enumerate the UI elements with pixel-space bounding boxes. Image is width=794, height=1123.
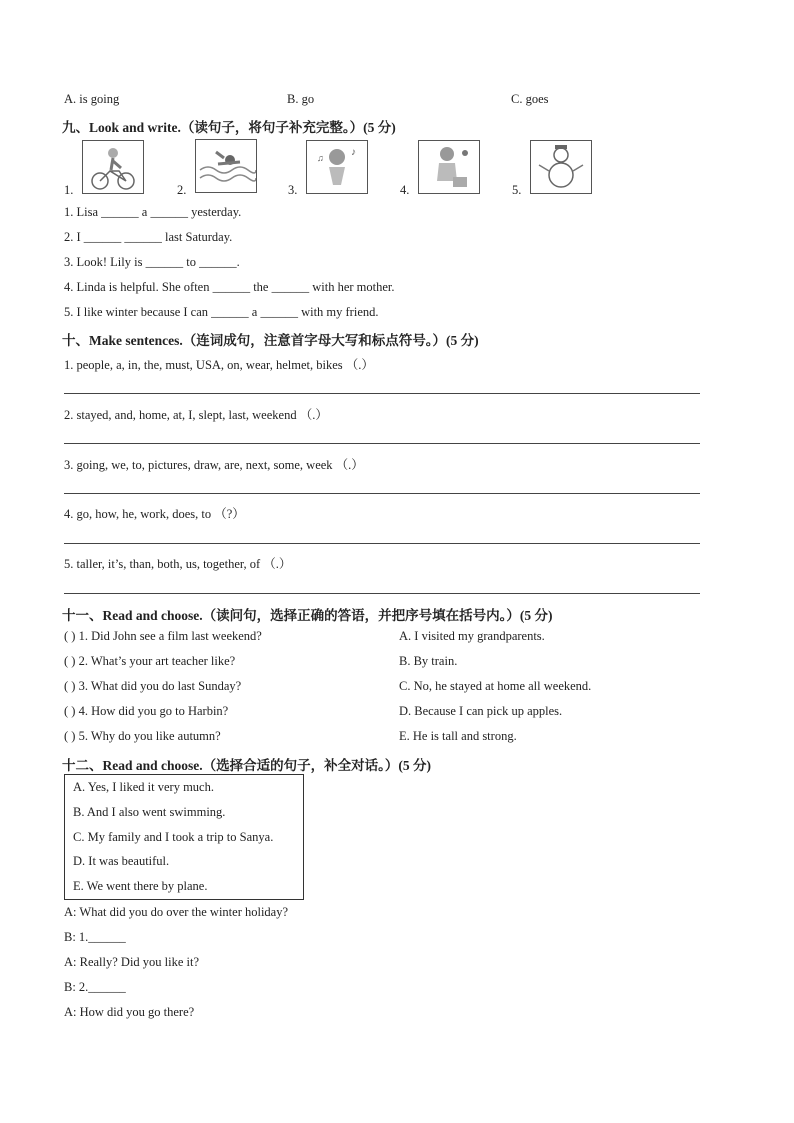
dialogue-line-1: A: What did you do over the winter holiday? — [64, 905, 289, 919]
svg-text:♪: ♪ — [351, 147, 356, 158]
section-9-heading: 九、Look and write.（读句子，将句子补充完整。）(5 分) — [62, 120, 396, 135]
s11-answer-d: D. Because I can pick up apples. — [399, 704, 563, 718]
s11-answer-c: C. No, he stayed at home all weekend. — [399, 679, 592, 693]
s10-item-1: 1. people, a, in, the, must, USA, on, wear, helmet, bikes （.） — [64, 358, 374, 372]
box-option-e: E. We went there by plane. — [73, 879, 208, 893]
pic-number-1: 1. — [64, 183, 74, 197]
dialogue-line-2: B: 1.______ — [64, 930, 126, 944]
box-option-a: A. Yes, I liked it very much. — [73, 780, 214, 794]
section-10-heading: 十、Make sentences.（连词成句，注意首字母大写和标点符号。）(5 分) — [62, 333, 479, 348]
pic-number-5: 5. — [512, 183, 522, 197]
s9-sentence-4: 4. Linda is helpful. She often ______ the ______ with her mother. — [64, 280, 395, 294]
s9-sentence-2: 2. I ______ ______ last Saturday. — [64, 230, 233, 244]
dialogue-line-3: A: Really? Did you like it? — [64, 955, 200, 969]
s11-answer-a: A. I visited my grandparents. — [399, 629, 545, 643]
s11-question-2[interactable]: ( ) 2. What’s your art teacher like? — [64, 654, 236, 668]
girl-riding-bike-icon — [82, 140, 144, 194]
section-11-heading: 十一、Read and choose.（读问句，选择正确的答语，并把序号填在括号内。）(5 分) — [62, 608, 553, 623]
girl-picking-apples-icon — [418, 140, 480, 194]
answer-line-1[interactable] — [64, 393, 700, 394]
option-a: A. is going — [64, 92, 120, 106]
box-option-d: D. It was beautiful. — [73, 854, 170, 868]
options-box — [64, 774, 304, 900]
s11-question-4[interactable]: ( ) 4. How did you go to Harbin? — [64, 704, 229, 718]
s9-sentence-5: 5. I like winter because I can ______ a ______ with my friend. — [64, 305, 379, 319]
s11-question-3[interactable]: ( ) 3. What did you do last Sunday? — [64, 679, 242, 693]
box-option-b: B. And I also went swimming. — [73, 805, 226, 819]
option-b: B. go — [287, 92, 315, 106]
answer-line-3[interactable] — [64, 493, 700, 494]
swimmer-icon — [195, 139, 257, 193]
s11-answer-b: B. By train. — [399, 654, 458, 668]
answer-line-5[interactable] — [64, 593, 700, 594]
girl-singing-icon — [306, 140, 368, 194]
s10-item-4: 4. go, how, he, work, does, to （?） — [64, 507, 245, 521]
dialogue-line-5: A: How did you go there? — [64, 1005, 195, 1019]
s11-question-1[interactable]: ( ) 1. Did John see a film last weekend? — [64, 629, 262, 643]
pic-number-4: 4. — [400, 183, 410, 197]
s10-item-5: 5. taller, it’s, than, both, us, together, of （.） — [64, 557, 292, 571]
option-c: C. goes — [511, 92, 549, 106]
s10-item-3: 3. going, we, to, pictures, draw, are, next, some, week （.） — [64, 458, 364, 472]
section-12-heading: 十二、Read and choose.（选择合适的句子，补全对话。）(5 分) — [62, 758, 432, 773]
snowman-icon — [530, 140, 592, 194]
s10-item-2: 2. stayed, and, home, at, I, slept, last, weekend （.） — [64, 408, 328, 422]
s11-question-5[interactable]: ( ) 5. Why do you like autumn? — [64, 729, 221, 743]
box-option-c: C. My family and I took a trip to Sanya. — [73, 830, 274, 844]
answer-line-2[interactable] — [64, 443, 700, 444]
s9-sentence-1: 1. Lisa ______ a ______ yesterday. — [64, 205, 242, 219]
dialogue-line-4: B: 2.______ — [64, 980, 126, 994]
pic-number-2: 2. — [177, 183, 187, 197]
svg-text:♫: ♫ — [317, 153, 324, 163]
s9-sentence-3: 3. Look! Lily is ______ to ______. — [64, 255, 240, 269]
s11-answer-e: E. He is tall and strong. — [399, 729, 517, 743]
pic-number-3: 3. — [288, 183, 298, 197]
answer-line-4[interactable] — [64, 543, 700, 544]
